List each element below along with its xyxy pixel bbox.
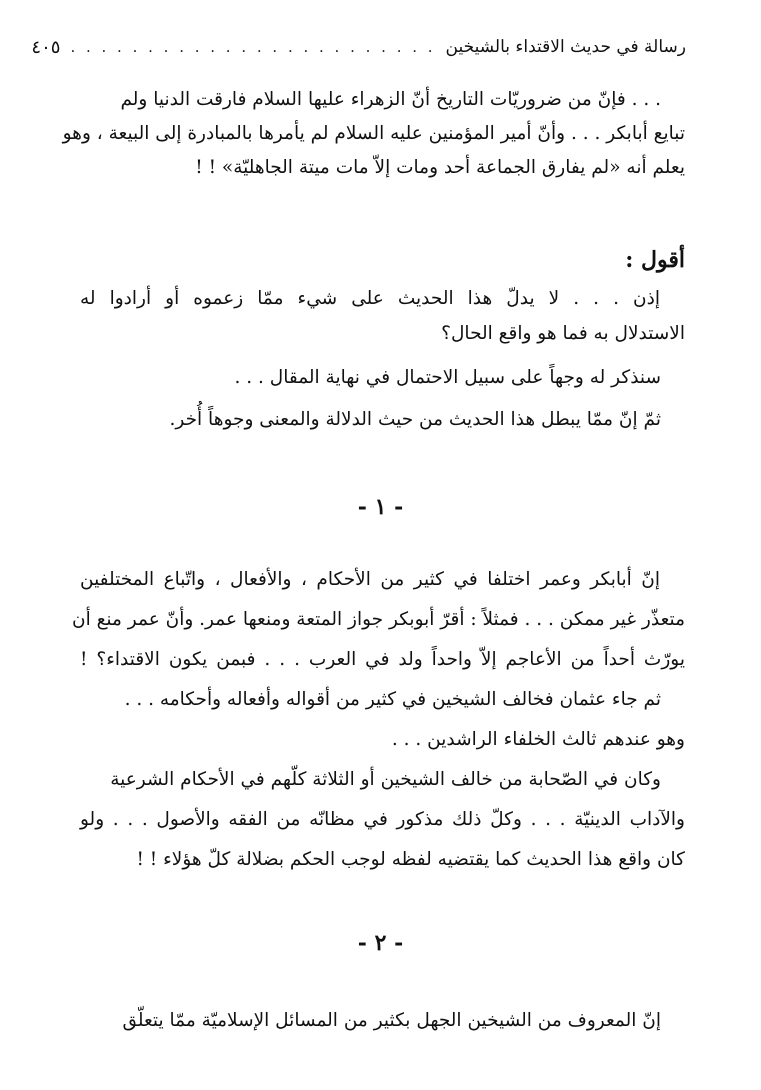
section1-line-4: ثم جاء عثمان فخالف الشيخين في كثير من أقواله وأفعاله وأحكامه . . .	[124, 689, 661, 710]
body-line-2: الاستدلال به فما هو واقع الحال؟	[441, 323, 685, 344]
section1-line-1: إنّ أبابكر وعمر اختلفا في كثير من الأحكام ، والأفعال ، واتّباع المختلفين	[80, 569, 660, 590]
header-leader-dots: . . . . . . . . . . . . . . . . . . . . . . . .	[70, 38, 436, 56]
section1-line-3: يورّث أحداً من الأعاجم إلاّ واحداً ولد في العرب . . . فبمن يكون الاقتداء؟ !	[80, 649, 685, 670]
section1-line-7: والآداب الدينيّة . . . وكلّ ذلك مذكور في مظانّه من الفقه والأصول . . . ولو	[80, 809, 685, 830]
body-line-1: إذن . . . لا يدلّ هذا الحديث على شيء ممّا زعموه أو أرادوا له	[80, 288, 660, 309]
section-number-1: - ١ -	[357, 494, 404, 520]
running-title: رسالة في حديث الاقتداء بالشيخين	[445, 37, 686, 57]
section-number-2: - ٢ -	[357, 930, 404, 956]
intro-line-2: تبايع أبابكر . . . وأنّ أمير المؤمنين عليه السلام لم يأمرها بالمبادرة إلى البيعة ، وهو	[62, 123, 685, 144]
section1-line-6: وكان في الصّحابة من خالف الشيخين أو الثلاثة كلّهم في الأحكام الشرعية	[110, 769, 661, 790]
section1-line-8: كان واقع هذا الحديث كما يقتضيه لفظه لوجب الحكم بضلالة كلّ هؤلاء ! !	[136, 849, 685, 870]
page-header	[31, 30, 686, 64]
intro-line-3: يعلم أنه «لم يفارق الجماعة أحد ومات إلاّ مات ميتة الجاهليّة» ! !	[195, 157, 685, 178]
body-line-3: سنذكر له وجهاً على سبيل الاحتمال في نهاية المقال . . .	[234, 367, 661, 388]
section-heading: أقول :	[625, 247, 685, 273]
section1-line-5: وهو عندهم ثالث الخلفاء الراشدين . . .	[391, 729, 685, 750]
intro-line-1: . . . فإنّ من ضروريّات التاريخ أنّ الزهراء عليها السلام فارقت الدنيا ولم	[120, 89, 661, 110]
section1-line-2: متعذّر غير ممكن . . . فمثلاً : أقرّ أبوبكر جواز المتعة ومنعها عمر. وأنّ عمر منع أن	[71, 609, 685, 630]
page-number: ٤٠٥	[31, 36, 61, 58]
section2-line-1: إنّ المعروف من الشيخين الجهل بكثير من المسائل الإسلاميّة ممّا يتعلّق	[122, 1010, 661, 1031]
body-line-4: ثمّ إنّ ممّا يبطل هذا الحديث من حيث الدلالة والمعنى وجوهاً أُخر.	[169, 409, 661, 430]
